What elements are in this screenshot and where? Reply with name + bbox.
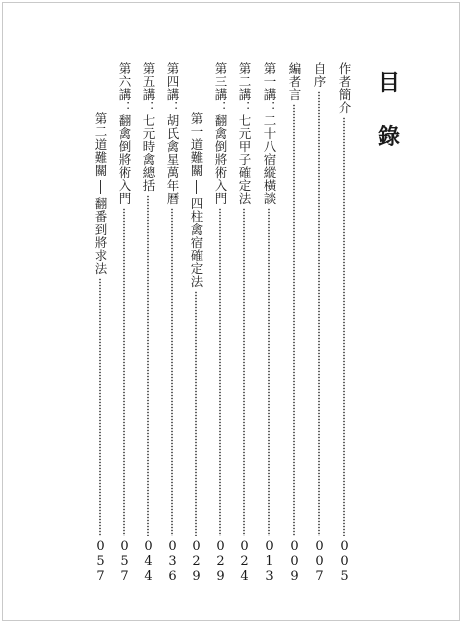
toc-entry-title: 第二講：七元甲子確定法 [237,62,252,205]
toc-entry-page: 036 [165,539,180,584]
toc-heading-lu: 錄 [377,124,400,150]
toc-entry[interactable] [311,62,327,584]
toc-heading-mu: 目 [377,70,400,96]
toc-entry-title: 第二道難關 [93,112,108,177]
toc-entry[interactable] [212,62,228,584]
toc-entry-page: 057 [117,539,132,584]
toc-entry-page: 057 [93,539,108,584]
toc-entry-title: 第一道難關 [189,112,204,177]
toc-entry-page: 044 [141,539,156,584]
toc-entry-title: 第六講：翻禽倒將術入門 [117,62,132,205]
leader-dots [171,208,173,536]
toc-entry-sub[interactable] [188,112,204,584]
leader-dots [318,91,320,536]
toc-entry-page: 024 [237,539,252,584]
toc-entry-page: 005 [337,539,352,584]
leader-dots [123,208,125,536]
toc-entry-title: 第五講：七元時禽總括 [141,62,156,192]
toc-entry-sub[interactable] [92,112,108,584]
toc-entry-subtitle: 翻番到將求法 [93,197,108,275]
toc-entry[interactable] [336,62,352,584]
toc-entry-page: 029 [189,539,204,584]
toc-entry-title: 自序 [312,62,327,88]
toc-entry-title: 編者言 [287,62,302,101]
em-dash [196,180,197,194]
leader-dots [268,208,270,536]
toc-entry[interactable] [140,62,156,584]
leader-dots [147,195,149,536]
toc-entry-title: 第一講：二十八宿縱橫談 [262,62,277,205]
em-dash [100,180,101,194]
toc-entry-page: 013 [262,539,277,584]
toc-entry-subtitle: 四柱禽宿確定法 [189,197,204,288]
leader-dots [99,278,101,536]
toc-entry-page: 009 [287,539,302,584]
toc-entry[interactable] [261,62,277,584]
toc-entry-title: 第三講：翻禽倒將術入門 [213,62,228,205]
toc-entry[interactable] [286,62,302,584]
toc-entry-page: 029 [213,539,228,584]
toc-entry-page: 007 [312,539,327,584]
toc-entry[interactable] [116,62,132,584]
leader-dots [219,208,221,536]
toc-entry-title: 第四講：胡氏禽星萬年曆 [165,62,180,205]
toc-entry[interactable] [164,62,180,584]
leader-dots [343,117,345,536]
leader-dots [243,208,245,536]
toc-entry[interactable] [236,62,252,584]
leader-dots [293,104,295,536]
leader-dots [195,291,197,536]
toc-entry-title: 作者簡介 [337,62,352,114]
